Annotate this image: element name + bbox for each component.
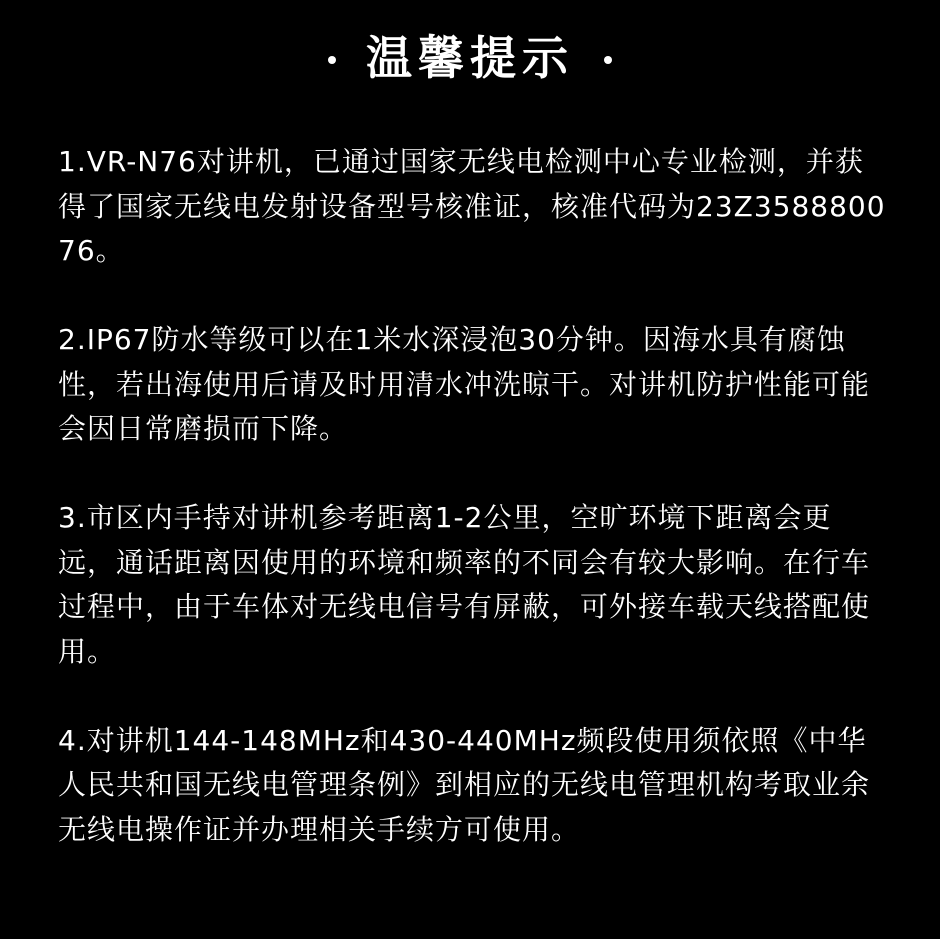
note-waterproof: 2.IP67防水等级可以在1米水深浸泡30分钟。因海水具有腐蚀性，若出海使用后请及时用清水冲洗晾干。对讲机防护性能可能会因日常磨损而下降。 [58,323,871,445]
note-range: 3.市区内手持对讲机参考距离1-2公里，空旷环境下距离会更远，通话距离因使用的环境和频率的不同会有较大影响。在行车过程中，由于车体对无线电信号有屏蔽，可外接车载天线搭配使用。 [58,501,871,668]
notes-list [58,140,888,852]
note-certification: 1.VR-N76对讲机，已通过国家无线电检测中心专业检测，并获得了国家无线电发射设备型号核准证，核准代码为23Z358880076。 [58,145,886,267]
right-dot-icon [604,56,612,64]
note-license: 4.对讲机144-148MHz和430-440MHz频段使用须依照《中华人民共和国无线电管理条例》到相应的无线电管理机构考取业余无线电操作证并办理相关手续方可使用。 [58,723,871,846]
page-title: 温馨提示 [366,31,574,85]
page-header [0,26,940,90]
left-dot-icon [328,56,336,64]
